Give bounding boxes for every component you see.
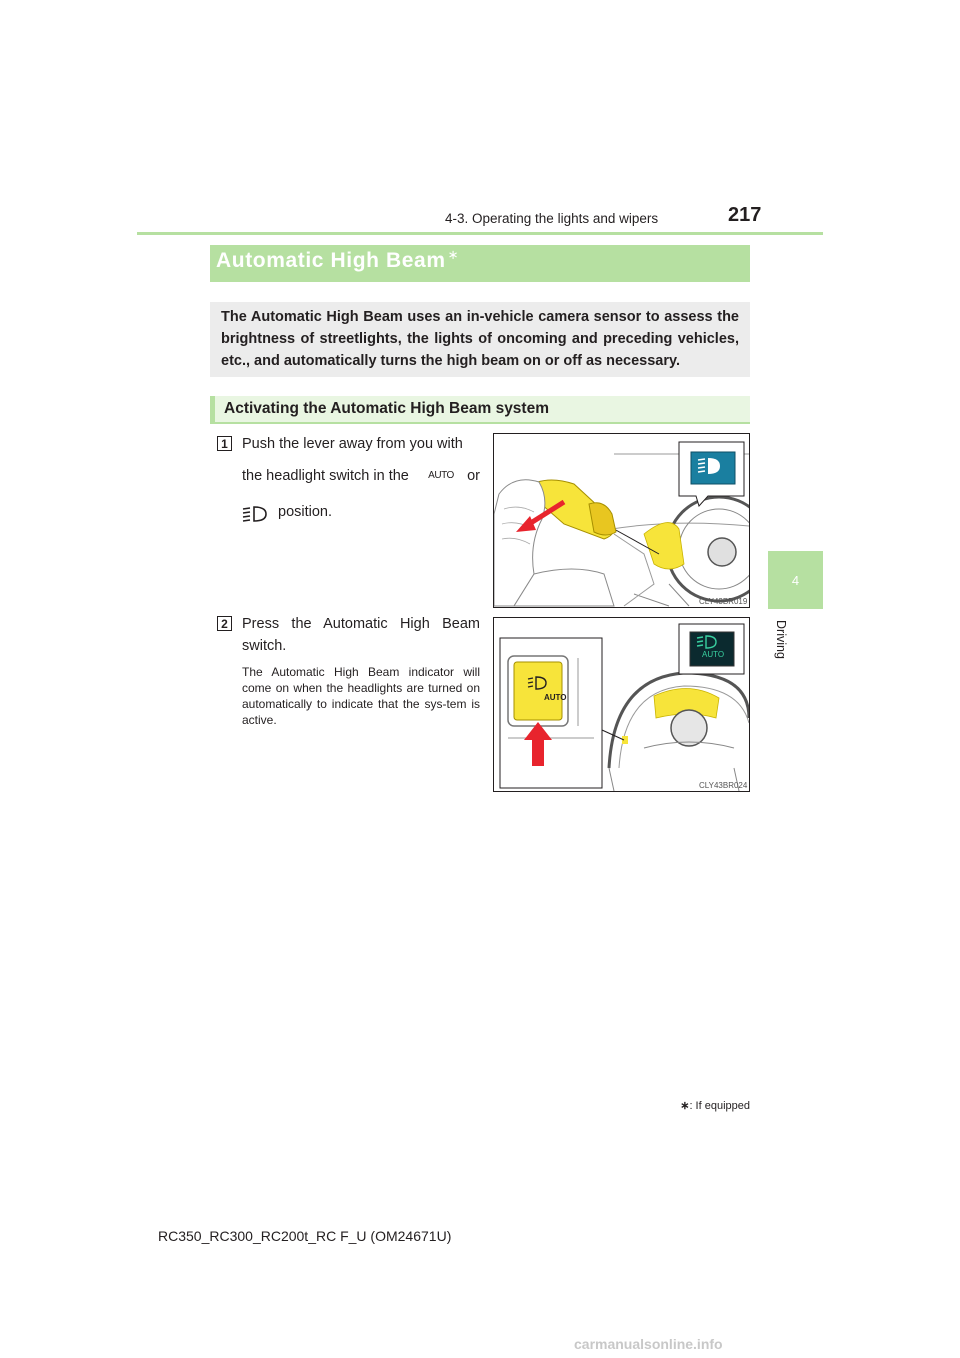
subheading-accent bbox=[210, 396, 215, 424]
section-title: 4-3. Operating the lights and wipers bbox=[445, 211, 659, 226]
subheading: Activating the Automatic High Beam system bbox=[224, 400, 549, 417]
footnote-mark: ∗ bbox=[680, 1100, 690, 1112]
footnote: ∗: If equipped bbox=[680, 1100, 750, 1112]
equipped-mark: ∗ bbox=[447, 247, 460, 262]
switch-auto-label: AUTO bbox=[544, 693, 567, 702]
intro-text: The Automatic High Beam uses an in-vehicle camera sensor to assess the brightness of streetlights, the lights of oncoming and preceding vehicles, etc., and automatically turns the high beam on or off as necessary. bbox=[221, 309, 739, 369]
chapter-label: Driving bbox=[774, 620, 788, 659]
step-1-text bbox=[242, 428, 480, 528]
indicator-auto-label: AUTO bbox=[702, 650, 725, 659]
step-1-line-2: the headlight switch in the AUTO or bbox=[242, 460, 480, 492]
step-1-line-3: position. bbox=[242, 496, 480, 528]
page-title: Automatic High Beam ∗ bbox=[216, 247, 460, 272]
page-number: 217 bbox=[728, 204, 762, 226]
auto-switch-icon: AUTO bbox=[428, 470, 454, 481]
chapter-tab[interactable] bbox=[768, 551, 823, 609]
step-1-line-1: Push the lever away from you with bbox=[242, 436, 463, 452]
figure-code-1: CLY43BR019 bbox=[699, 597, 748, 606]
chapter-number: 4 bbox=[791, 572, 800, 588]
headlight-low-beam-icon bbox=[242, 503, 268, 521]
watermark: carmanualsonline.info bbox=[574, 1336, 723, 1352]
step-2-text: Press the Automatic High Beam switch. bbox=[242, 616, 480, 654]
figure-lever bbox=[493, 433, 750, 608]
figure-code-2: CLY43BR024 bbox=[699, 781, 748, 790]
step-number-1: 1 bbox=[217, 436, 232, 451]
step-number-2: 2 bbox=[217, 616, 232, 631]
header-rule bbox=[137, 232, 823, 235]
figure-switch bbox=[493, 617, 750, 792]
step-2-note: The Automatic High Beam indicator will come on when the headlights are turned on automatically to indicate that the sys-tem is active. bbox=[242, 665, 480, 727]
